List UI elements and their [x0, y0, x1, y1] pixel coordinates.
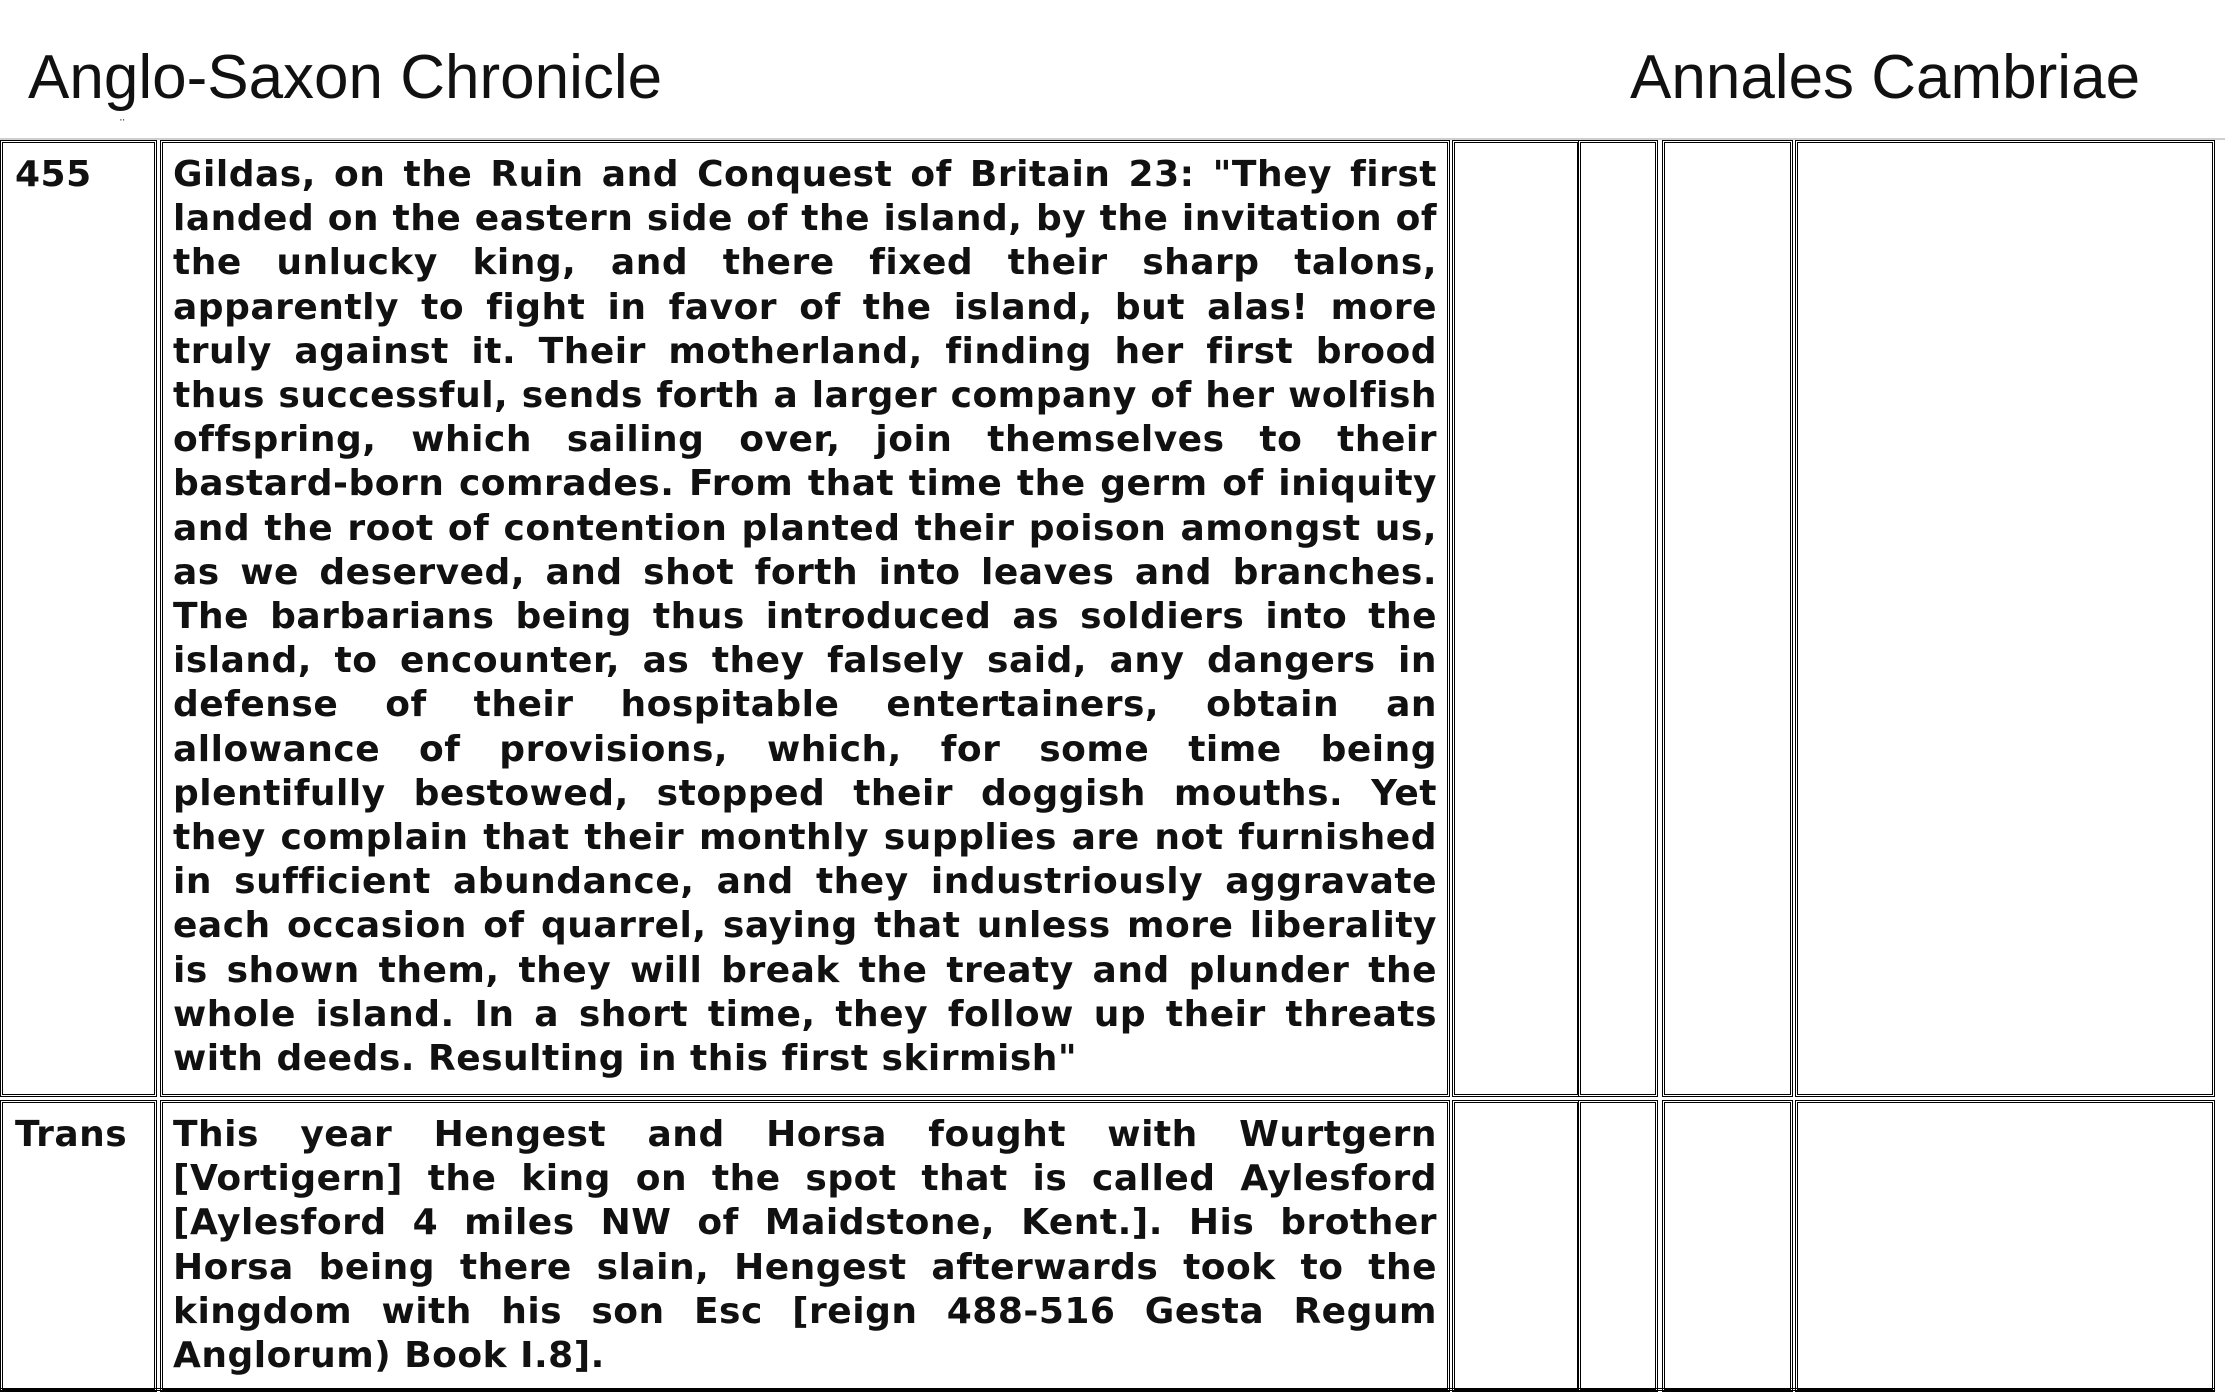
decorative-dots: ¨ [120, 116, 127, 132]
translation-text-cell [160, 1100, 1450, 1392]
empty-cell [1578, 1100, 1658, 1392]
annales-cambriae-heading: Annales Cambriae [1630, 43, 2141, 112]
empty-cell [1662, 1100, 1793, 1392]
empty-cell [1662, 140, 1793, 1097]
chronicle-text-cell [160, 140, 1450, 1097]
empty-cell [1452, 1100, 1580, 1392]
annales-cambriae-cell [1795, 1100, 2215, 1392]
empty-cell [1452, 140, 1580, 1097]
translation-label-cell [0, 1100, 157, 1392]
year-cell [0, 140, 157, 1097]
next-row-edge [0, 1388, 2215, 1393]
translation-entry-text: This year Hengest and Horsa fought with Wurtgern [Vortigern] the king on the spot that is called Aylesford [Aylesford 4 miles NW of Maidstone, Kent.]. His brother Horsa being there slain, Hengest afterwards took to the kingdom with his son Esc [reign 488-516 Gesta Regum Anglorum) Book I.8]. [173, 1114, 1437, 1377]
empty-cell [1578, 140, 1658, 1097]
anglo-saxon-chronicle-heading: Anglo-Saxon Chronicle [28, 43, 663, 112]
year-label: 455 [15, 154, 92, 195]
chronicle-entry-text: Gildas, on the Ruin and Conquest of Britain 23: "They first landed on the eastern side of the island, by the invitation of the unlucky king, and there fixed their sharp talons, apparently to fight in favor of the island, but alas! more truly against it. Their motherland, finding her first brood thus successful, sends forth a larger company of her wolfish offspring, which sailing over, join themselves to their bastard-born comrades. From that time the germ of iniquity and the root of contention planted their poison amongst us, as we deserved, and shot forth into leaves and branches. The barbarians being thus introduced as soldiers into the island, to encounter, as they falsely said, any dangers in defense of their hospitable entertainers, obtain an allowance of provisions, which, for some time being plentifully bestowed, stopped their doggish mouths. Yet they complain that their monthly supplies are not furnished in sufficient abundance, and they industriously aggravate each occasion of quarrel, saying that unless more liberality is shown them, they will break the treaty and plunder the whole island. In a short time, they follow up their threats with deeds. Resulting in this first skirmish" [173, 154, 1437, 1080]
translation-label: Trans [15, 1114, 128, 1155]
annales-cambriae-cell [1795, 140, 2215, 1097]
